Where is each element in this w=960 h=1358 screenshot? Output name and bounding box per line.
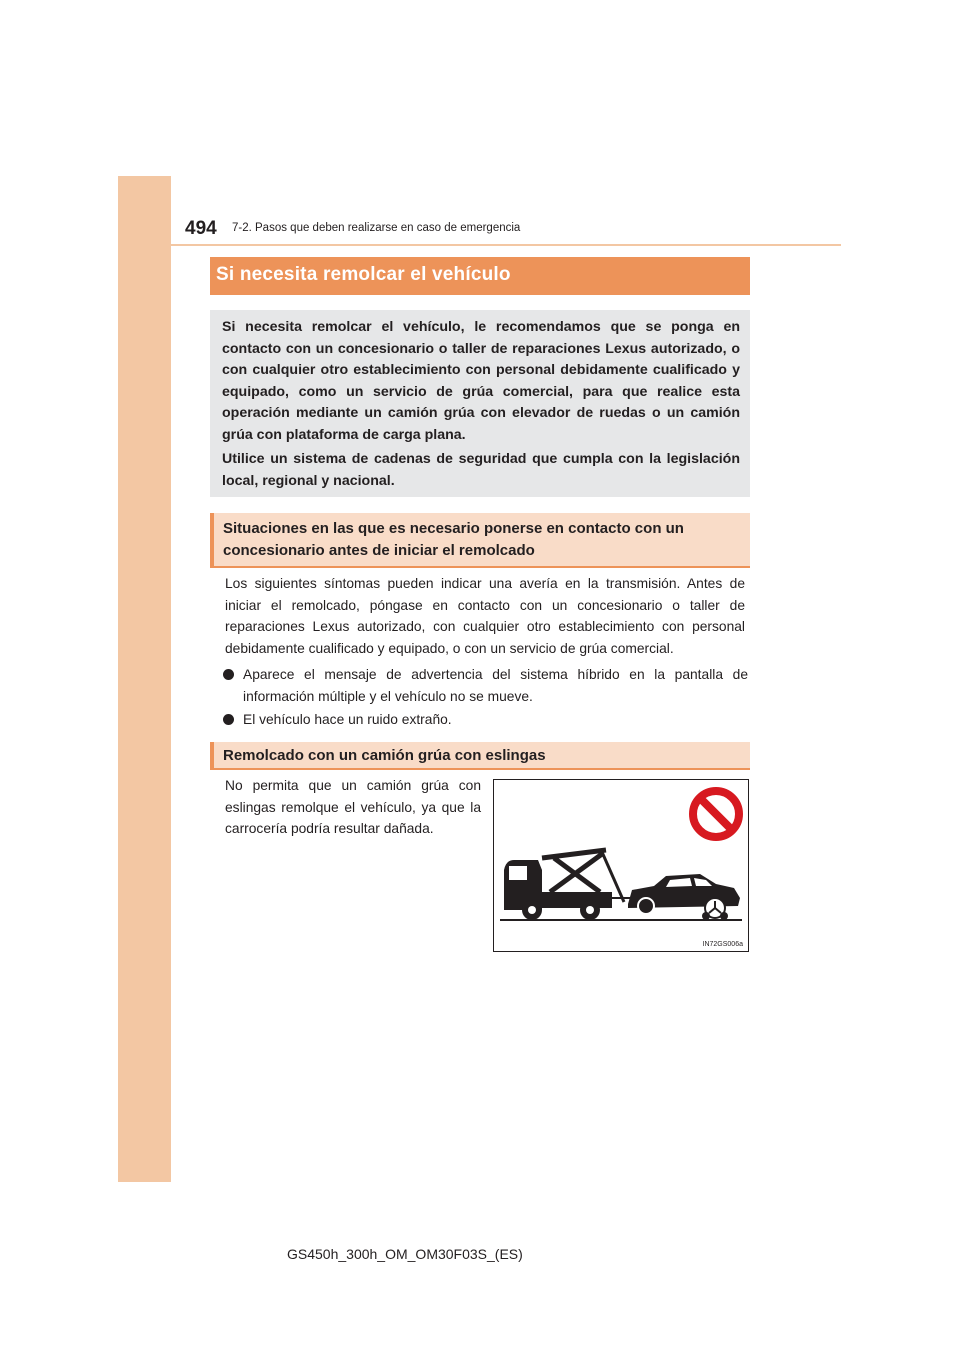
bullet-icon xyxy=(223,714,234,725)
section-heading-text: Remolcado con un camión grúa con eslingas xyxy=(223,747,546,764)
info-paragraph-1: Si necesita remolcar el vehículo, le recomendamos que se ponga en contacto con un concesionario o taller de reparaciones Lexus autorizado, o con cualquier otro establecimiento con personal debidamente cualificado y equipado, como un servicio de grúa comercial, para que realice esta operación mediante un camión grúa con elevador de ruedas o un camión grúa con plataforma de carga plana. xyxy=(222,319,740,443)
section-body-sling-warning: No permita que un camión grúa con eslingas remolque el vehículo, ya que la carrocería podría resultar dañada. xyxy=(225,778,481,837)
footer-document-code: GS450h_300h_OM_OM30F03S_(ES) xyxy=(287,1246,523,1262)
section-heading-text: Situaciones en las que es necesario ponerse en contacto con un concesionario antes de iniciar el remolcado xyxy=(223,520,684,559)
info-paragraph-2: Utilice un sistema de cadenas de seguridad que cumpla con la legislación local, regional y nacional. xyxy=(222,451,740,489)
figure-code: IN72GS006a xyxy=(702,941,743,948)
running-header: 7-2. Pasos que deben realizarse en caso de emergencia xyxy=(232,222,521,234)
bullet-icon xyxy=(223,669,234,680)
page-number: 494 xyxy=(185,218,217,239)
info-box xyxy=(210,310,750,497)
list-item-text: Aparece el mensaje de advertencia del sistema híbrido en la pantalla de información múltiple y el vehículo no se mueve. xyxy=(243,667,748,704)
main-heading xyxy=(210,257,750,295)
list-item-text: El vehículo hace un ruido extraño. xyxy=(243,712,452,727)
section-body-symptoms: Los siguientes síntomas pueden indicar una avería en la transmisión. Antes de iniciar el remolcado, póngase en contacto con un concesionario o taller de reparaciones Lexus autorizado, con cualquier otro establecimiento con personal debidamente cualificado y equipado, o con un servicio de grúa comercial. xyxy=(225,576,745,657)
header-divider xyxy=(171,244,841,246)
chapter-sidebar-tab xyxy=(118,176,171,1182)
tow-truck-figure xyxy=(493,779,749,952)
tow-truck-with-slings-illustration xyxy=(494,780,750,953)
prohibition-icon xyxy=(693,791,739,837)
section-heading-contact-dealer xyxy=(210,513,750,568)
main-heading-text: Si necesita remolcar el vehículo xyxy=(216,264,511,285)
section-heading-sling-tow xyxy=(210,742,750,770)
